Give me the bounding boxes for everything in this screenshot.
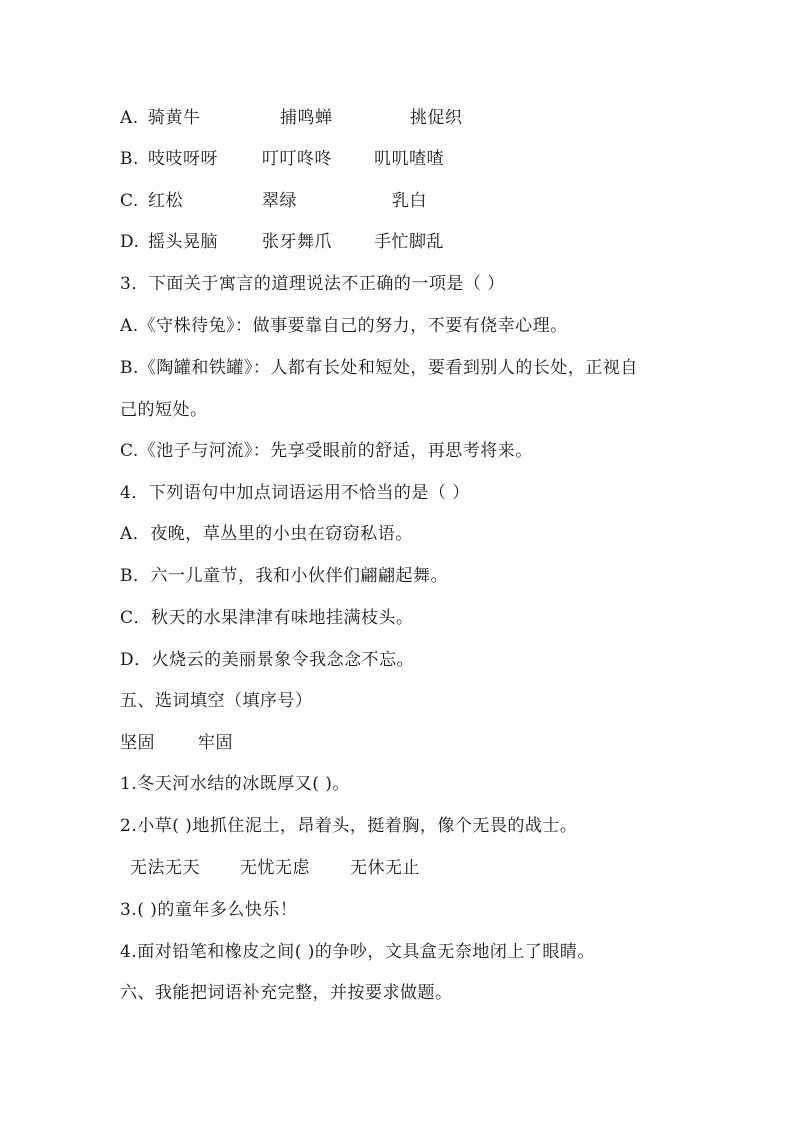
word-bank-word: 无法无天 <box>130 858 200 878</box>
fill-sentence-3: 3.( )的童年多么快乐！ <box>120 900 298 920</box>
option-label: B. <box>120 149 139 169</box>
q3-option-c: C.《池子与河流》：先享受眼前的舒适，再思考将来。 <box>120 441 533 461</box>
option-word: 乳白 <box>392 191 427 211</box>
fill-sentence-4: 4.面对铅笔和橡皮之间( )的争吵，文具盒无奈地闭上了眼睛。 <box>120 942 595 962</box>
word-bank-word: 无休无止 <box>350 858 420 878</box>
option-label: D. <box>120 232 140 252</box>
word-bank-word: 坚固 <box>120 733 155 753</box>
q4-option-d: D．火烧云的美丽景象令我念念不忘。 <box>120 650 415 670</box>
option-word: 捕鸣蝉 <box>280 108 333 128</box>
q3-option-b-cont: 己的短处。 <box>120 400 208 420</box>
option-word: 吱吱呀呀 <box>148 149 218 169</box>
option-word: 红松 <box>148 191 183 211</box>
section5-title: 五、选词填空（填序号） <box>120 691 313 711</box>
section6-title: 六、我能把词语补充完整，并按要求做题。 <box>120 983 453 1003</box>
fill-sentence-2: 2.小草( )地抓住泥土，昂着头，挺着胸，像个无畏的战士。 <box>120 816 578 836</box>
option-word: 挑促织 <box>410 108 463 128</box>
q4-option-c: C．秋天的水果津津有味地挂满枝头。 <box>120 608 414 628</box>
option-label: C. <box>120 191 139 211</box>
option-word: 翠绿 <box>262 191 297 211</box>
word-bank-word: 无忧无虑 <box>240 858 310 878</box>
option-word: 手忙脚乱 <box>374 232 444 252</box>
q3-stem: 3．下面关于寓言的道理说法不正确的一项是（ ） <box>120 274 505 294</box>
word-bank-word: 牢固 <box>198 733 233 753</box>
q4-option-b: B．六一儿童节，我和小伙伴们翩翩起舞。 <box>120 566 448 586</box>
q3-option-b: B.《陶罐和铁罐》：人都有长处和短处，要看到别人的长处，正视自 <box>120 358 638 378</box>
option-label: A. <box>120 108 139 128</box>
option-word: 叮叮咚咚 <box>262 149 332 169</box>
q4-option-a: A．夜晚，草丛里的小虫在窃窃私语。 <box>120 524 413 544</box>
q4-stem: 4．下列语句中加点词语运用不恰当的是（ ） <box>120 483 470 503</box>
option-word: 叽叽喳喳 <box>374 149 444 169</box>
option-word: 摇头晃脑 <box>148 232 218 252</box>
option-word: 骑黄牛 <box>148 108 201 128</box>
q3-option-a: A.《守株待兔》：做事要靠自己的努力，不要有侥幸心理。 <box>120 316 568 336</box>
option-word: 张牙舞爪 <box>262 232 332 252</box>
fill-sentence-1: 1.冬天河水结的冰既厚又( )。 <box>120 774 350 794</box>
